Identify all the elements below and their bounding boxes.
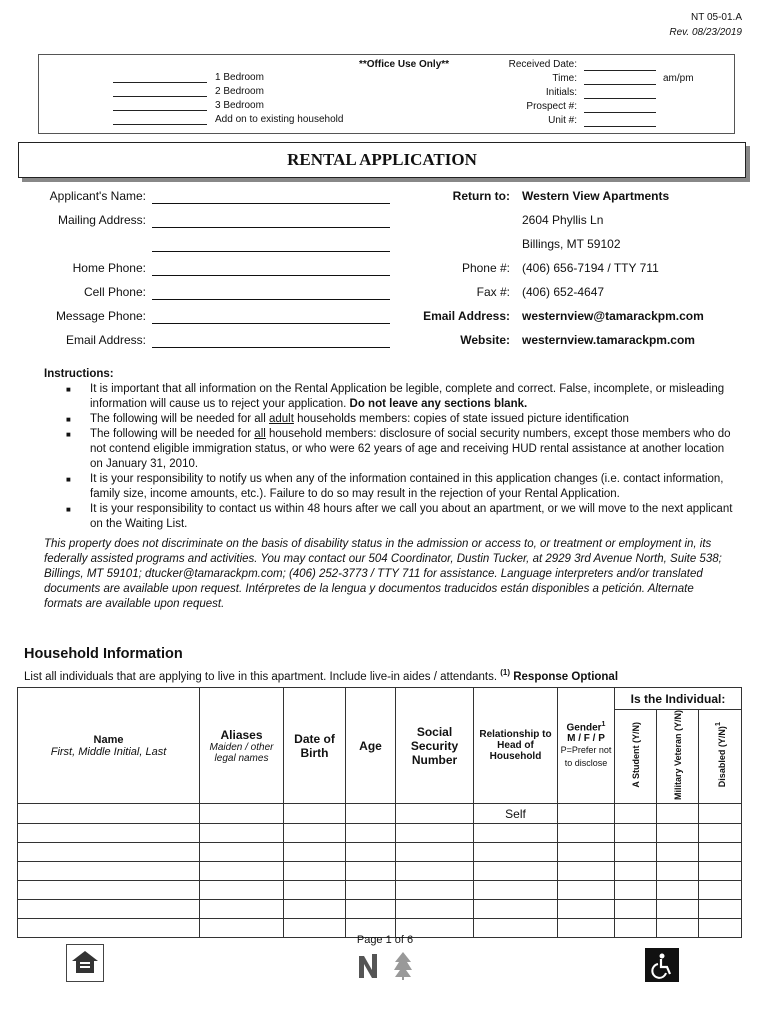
property-email[interactable]: westernview@tamarackpm.com [522, 309, 704, 323]
prospect-blank[interactable] [584, 112, 656, 113]
website-label: Website: [460, 333, 510, 347]
message-phone-label: Message Phone: [55, 309, 146, 323]
col-veteran-header: Military Veteran (Y/N) [657, 710, 699, 804]
property-address-2: Billings, MT 59102 [522, 237, 621, 251]
equal-housing-logo [66, 944, 104, 982]
office-use-title: **Office Use Only** [359, 59, 450, 70]
col-gender-header: Gender$^1$ M / F / P P=Prefer not to disclose [558, 688, 615, 804]
time-blank[interactable] [584, 84, 656, 85]
company-logo-icon [357, 952, 379, 980]
initials-blank[interactable] [584, 98, 656, 99]
form-id: NT 05-01.A [691, 12, 742, 23]
col-name-header: Name First, Middle Initial, Last [18, 688, 200, 804]
instruction-item: ■ The following will be needed for all adult households members: copies of state issued picture identification [66, 413, 629, 425]
message-phone-field[interactable] [152, 323, 390, 324]
property-website[interactable]: westernview.tamarackpm.com [522, 333, 695, 347]
applicant-name-field[interactable] [152, 203, 390, 204]
accessibility-icon [645, 948, 679, 982]
prospect-label: Prospect #: [526, 101, 577, 112]
unit-type-blank[interactable] [113, 110, 207, 111]
revision-date: Rev. 08/23/2019 [669, 27, 742, 38]
page-number: Page 1 of 6 [356, 934, 414, 946]
table-row [18, 881, 742, 900]
table-row [18, 824, 742, 843]
table-row [18, 900, 742, 919]
instruction-item: ■ It is important that all information on the Rental Application be legible, complete and correct. False, incomplete, or misleading information will cause us to reject your application. Do not leave any sections blank. [66, 383, 725, 410]
instruction-item: ■ It is your responsibility to contact us within 48 hours after we call you about an apartment, or we will move to the next applicant on the Waiting List. [66, 503, 733, 530]
tree-logo-icon [392, 950, 414, 980]
email-address-label: Email Address: [65, 333, 146, 347]
cell-phone-field[interactable] [152, 299, 390, 300]
instructions [44, 367, 734, 532]
instruction-item: ■ The following will be needed for all household members: disclosure of social security numbers, except those members who do not contend eligible immigration status, or who were 62 years of age and receiving HUD rental assistance at another location on January 31, 2010. [66, 428, 731, 470]
instructions-heading: Instructions: [44, 368, 114, 380]
property-email-label: Email Address: [423, 309, 510, 323]
col-student-header: A Student (Y/N) [615, 710, 657, 804]
page-title: RENTAL APPLICATION [287, 150, 477, 169]
unit-type-label: Add on to existing household [215, 114, 344, 125]
unit-number-blank[interactable] [584, 126, 656, 127]
unit-type-blank[interactable] [113, 124, 207, 125]
is-individual-header: Is the Individual: [615, 688, 742, 710]
home-phone-field[interactable] [152, 275, 390, 276]
office-use-box [38, 54, 735, 134]
household-table [17, 687, 742, 938]
mailing-address-label: Mailing Address: [57, 213, 146, 227]
unit-type-label: 2 Bedroom [215, 86, 264, 97]
property-address-1: 2604 Phyllis Ln [522, 213, 604, 227]
table-row [18, 862, 742, 881]
mailing-address-field-2[interactable] [152, 251, 390, 252]
phone-label: Phone #: [461, 261, 510, 275]
mailing-address-field[interactable] [152, 227, 390, 228]
property-name: Western View Apartments [522, 189, 670, 203]
property-fax: (406) 652-4647 [522, 285, 605, 299]
cell-phone-label: Cell Phone: [83, 285, 146, 299]
unit-type-label: 3 Bedroom [215, 100, 264, 111]
col-disabled-header: Disabled $(Y/N)^1$ [699, 710, 742, 804]
time-label: Time: [552, 73, 577, 84]
initials-label: Initials: [545, 87, 577, 98]
nondiscrimination-policy: This property does not discriminate on the basis of disability status in the admission or access to, or treatment or employment in, its federally assisted programs and activities. You may contact our 504 Coordinator, Dustin Tucker, at 2929 3rd Avenue North, Suite 538; Billings, MT 59101; dtucker@tamarackpm.com; (406) 252-3773 / TTY 711 for assistance. Language interpreters and/or translated documents are available upon request. Intérpretes de la lengua y documentos traducidos están disponibles a petición. Alternate formats are available upon request. [44, 538, 722, 610]
col-dob-header: Date of Birth [284, 688, 346, 804]
col-ssn-header: Social Security Number [396, 688, 474, 804]
email-address-field[interactable] [152, 347, 390, 348]
received-date-blank[interactable] [584, 70, 656, 71]
fax-label: Fax #: [476, 285, 510, 299]
title-box [18, 142, 746, 178]
instruction-item: ■ It is your responsibility to notify us when any of the information contained in this application changes (i.e. contact information, family size, income amounts, etc.). Failure to do so may result in the rejection of your Rental Application. [66, 473, 724, 500]
table-row [18, 804, 742, 824]
unit-type-blank[interactable] [113, 82, 207, 83]
home-phone-label: Home Phone: [72, 261, 146, 275]
ampm-label: am/pm [663, 73, 694, 84]
household-title: Household Information [24, 646, 183, 662]
col-relationship-header: Relationship to Head of Household [474, 688, 558, 804]
received-date-label: Received Date: [508, 59, 577, 70]
household-subtitle: List all individuals that are applying to live in this apartment. Include live-in aides / attendants. $^{(1)}$ Response Optional [24, 668, 619, 683]
property-phone: (406) 656-7194 / TTY 711 [522, 261, 659, 275]
applicant-name-label: Applicant's Name: [49, 189, 146, 203]
unit-type-blank[interactable] [113, 96, 207, 97]
instructions-list [44, 382, 734, 532]
relationship-self: Self [474, 804, 558, 824]
col-aliases-header: Aliases Maiden / other legal names [200, 688, 284, 804]
unit-number-label: Unit #: [548, 115, 577, 126]
table-row [18, 843, 742, 862]
return-to-label: Return to: [452, 189, 510, 203]
col-age-header: Age [346, 688, 396, 804]
unit-type-label: 1 Bedroom [215, 72, 264, 83]
